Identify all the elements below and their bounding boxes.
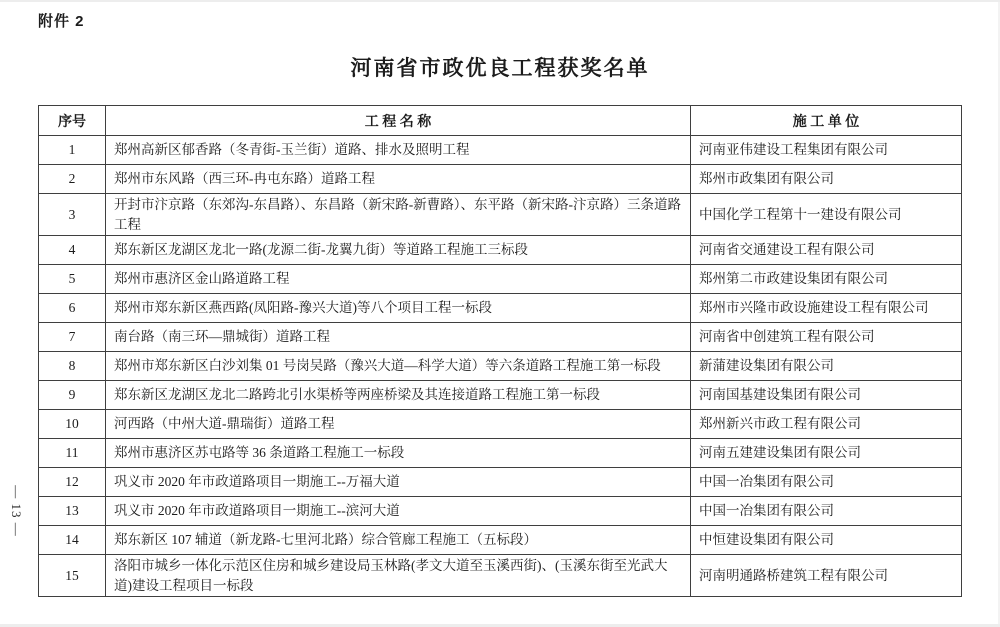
company-name-cell: 河南明通路桥建筑工程有限公司 [691, 555, 962, 597]
row-number-cell: 10 [39, 410, 106, 439]
company-name-cell: 河南省交通建设工程有限公司 [691, 236, 962, 265]
awards-table [38, 105, 962, 597]
row-number-cell: 12 [39, 468, 106, 497]
company-name-cell: 河南五建建设集团有限公司 [691, 439, 962, 468]
company-name-cell: 郑州市政集团有限公司 [691, 165, 962, 194]
project-name-cell: 郑州市东风路（西三环-冉屯东路）道路工程 [106, 165, 691, 194]
column-header-construction-unit: 施 工 单 位 [691, 106, 962, 136]
company-name-cell: 河南省中创建筑工程有限公司 [691, 323, 962, 352]
project-name-cell: 南台路（南三环—鼎城街）道路工程 [106, 323, 691, 352]
company-name-cell: 郑州第二市政建设集团有限公司 [691, 265, 962, 294]
row-number-cell: 9 [39, 381, 106, 410]
row-number-cell: 5 [39, 265, 106, 294]
project-name-cell: 郑州市郑东新区白沙刘集 01 号岗吴路（豫兴大道—科学大道）等六条道路工程施工第一标段 [106, 352, 691, 381]
project-name-cell: 郑州市惠济区苏屯路等 36 条道路工程施工一标段 [106, 439, 691, 468]
project-name-cell: 河西路（中州大道-鼎瑞街）道路工程 [106, 410, 691, 439]
company-name-cell: 河南国基建设集团有限公司 [691, 381, 962, 410]
row-number-cell: 1 [39, 136, 106, 165]
table-body [39, 136, 962, 597]
table-row [39, 165, 962, 194]
project-name-cell: 郑州高新区郁香路（冬青街-玉兰街）道路、排水及照明工程 [106, 136, 691, 165]
project-name-cell: 开封市汴京路（东郊沟-东昌路）、东昌路（新宋路-新曹路）、东平路（新宋路-汴京路）三条道路工程 [106, 194, 691, 236]
project-name-cell: 郑州市郑东新区燕西路(凤阳路-豫兴大道)等八个项目工程一标段 [106, 294, 691, 323]
table-row [39, 468, 962, 497]
row-number-cell: 8 [39, 352, 106, 381]
table-row [39, 439, 962, 468]
row-number-cell: 14 [39, 526, 106, 555]
table-header [39, 106, 962, 136]
table-row [39, 194, 962, 236]
row-number-cell: 13 [39, 497, 106, 526]
table-header-row [39, 106, 962, 136]
project-name-cell: 郑东新区 107 辅道（新龙路-七里河北路）综合管廊工程施工（五标段） [106, 526, 691, 555]
project-name-cell: 巩义市 2020 年市政道路项目一期施工--滨河大道 [106, 497, 691, 526]
row-number-cell: 11 [39, 439, 106, 468]
table-row [39, 410, 962, 439]
project-name-cell: 郑州市惠济区金山路道路工程 [106, 265, 691, 294]
project-name-cell: 巩义市 2020 年市政道路项目一期施工--万福大道 [106, 468, 691, 497]
table-row [39, 323, 962, 352]
row-number-cell: 15 [39, 555, 106, 597]
project-name-cell: 洛阳市城乡一体化示范区住房和城乡建设局玉林路(孝文大道至玉溪西街)、(玉溪东街至光武大道)建设工程项目一标段 [106, 555, 691, 597]
table-row [39, 352, 962, 381]
row-number-cell: 6 [39, 294, 106, 323]
row-number-cell: 4 [39, 236, 106, 265]
page-number: — 13 — [9, 485, 24, 537]
row-number-cell: 3 [39, 194, 106, 236]
company-name-cell: 郑州新兴市政工程有限公司 [691, 410, 962, 439]
table-row [39, 265, 962, 294]
row-number-cell: 2 [39, 165, 106, 194]
company-name-cell: 中国一冶集团有限公司 [691, 497, 962, 526]
project-name-cell: 郑东新区龙湖区龙北二路跨北引水渠桥等两座桥梁及其连接道路工程施工第一标段 [106, 381, 691, 410]
awards-table-container [38, 105, 962, 597]
table-row [39, 236, 962, 265]
attachment-label: 附件 2 [38, 13, 85, 30]
column-header-serial-number: 序号 [39, 106, 106, 136]
page-title: 河南省市政优良工程获奖名单 [350, 57, 650, 80]
table-row [39, 526, 962, 555]
column-header-project-name: 工 程 名 称 [106, 106, 691, 136]
company-name-cell: 中恒建设集团有限公司 [691, 526, 962, 555]
table-row [39, 294, 962, 323]
company-name-cell: 中国一冶集团有限公司 [691, 468, 962, 497]
row-number-cell: 7 [39, 323, 106, 352]
company-name-cell: 中国化学工程第十一建设有限公司 [691, 194, 962, 236]
company-name-cell: 新蒲建设集团有限公司 [691, 352, 962, 381]
table-row [39, 497, 962, 526]
table-row [39, 136, 962, 165]
table-row [39, 555, 962, 597]
project-name-cell: 郑东新区龙湖区龙北一路(龙源二街-龙翼九街）等道路工程施工三标段 [106, 236, 691, 265]
company-name-cell: 河南亚伟建设工程集团有限公司 [691, 136, 962, 165]
company-name-cell: 郑州市兴隆市政设施建设工程有限公司 [691, 294, 962, 323]
table-row [39, 381, 962, 410]
